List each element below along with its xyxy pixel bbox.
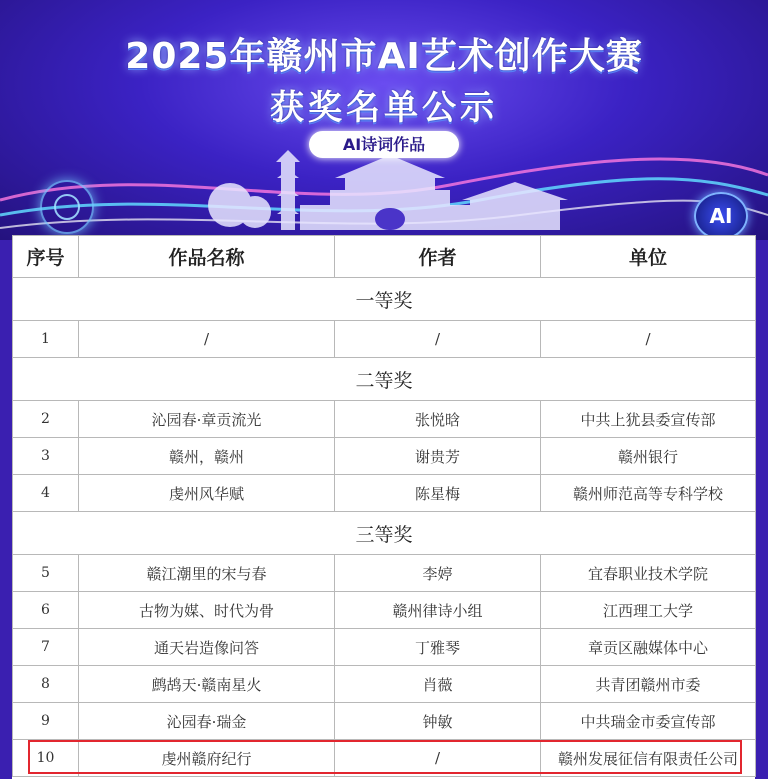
table-row bbox=[13, 401, 756, 438]
table-header-row bbox=[13, 236, 756, 278]
cell-no: 10 bbox=[13, 740, 79, 777]
cell-author: 李婷 bbox=[335, 555, 541, 592]
cell-author: 张悦晗 bbox=[335, 401, 541, 438]
cell-title: 鹧鸪天·赣南星火 bbox=[79, 666, 335, 703]
column-header-author: 作者 bbox=[335, 236, 541, 278]
award-table-container bbox=[12, 235, 755, 779]
circle-tech-icon bbox=[40, 180, 94, 234]
category-badge: AI诗词作品 bbox=[309, 131, 459, 158]
cell-title: 沁园春·瑞金 bbox=[79, 703, 335, 740]
table-row bbox=[13, 703, 756, 740]
table-row bbox=[13, 475, 756, 512]
cell-author: 陈星梅 bbox=[335, 475, 541, 512]
cell-title: / bbox=[79, 321, 335, 358]
cell-title: 古物为媒、时代为骨 bbox=[79, 592, 335, 629]
cell-author: 谢贵芳 bbox=[335, 438, 541, 475]
column-header-unit: 单位 bbox=[541, 236, 756, 278]
cell-unit: 中共瑞金市委宣传部 bbox=[541, 703, 756, 740]
ai-icon: AI bbox=[694, 192, 748, 240]
cell-author: 钟敏 bbox=[335, 703, 541, 740]
table-row bbox=[13, 592, 756, 629]
award-section-row bbox=[13, 512, 756, 555]
banner bbox=[0, 0, 768, 240]
table-row-highlighted bbox=[13, 740, 756, 777]
table-row bbox=[13, 666, 756, 703]
cell-unit: 中共上犹县委宣传部 bbox=[541, 401, 756, 438]
award-label-first: 一等奖 bbox=[13, 278, 756, 321]
cell-unit: 赣州发展征信有限责任公司 bbox=[541, 740, 756, 777]
cell-unit: 赣州银行 bbox=[541, 438, 756, 475]
column-header-no: 序号 bbox=[13, 236, 79, 278]
cell-title: 沁园春·章贡流光 bbox=[79, 401, 335, 438]
cell-author: / bbox=[335, 321, 541, 358]
cell-unit: 赣州师范高等专科学校 bbox=[541, 475, 756, 512]
cell-author: 肖薇 bbox=[335, 666, 541, 703]
cell-unit: 江西理工大学 bbox=[541, 592, 756, 629]
cell-author: 赣州律诗小组 bbox=[335, 592, 541, 629]
cell-title: 赣州，赣州 bbox=[79, 438, 335, 475]
cell-title: 通天岩造像问答 bbox=[79, 629, 335, 666]
cell-no: 4 bbox=[13, 475, 79, 512]
page-subtitle: 获奖名单公示 bbox=[270, 88, 498, 128]
cell-no: 7 bbox=[13, 629, 79, 666]
award-label-third: 三等奖 bbox=[13, 512, 756, 555]
column-header-title: 作品名称 bbox=[79, 236, 335, 278]
table-row bbox=[13, 438, 756, 475]
award-section-row bbox=[13, 358, 756, 401]
cell-unit: 章贡区融媒体中心 bbox=[541, 629, 756, 666]
cell-no: 6 bbox=[13, 592, 79, 629]
cell-author: / bbox=[335, 740, 541, 777]
cell-no: 3 bbox=[13, 438, 79, 475]
cell-unit: / bbox=[541, 321, 756, 358]
table-row bbox=[13, 629, 756, 666]
page-title: 2025年赣州市AI艺术创作大赛 bbox=[125, 36, 643, 77]
cell-no: 9 bbox=[13, 703, 79, 740]
cell-title: 虔州风华赋 bbox=[79, 475, 335, 512]
cell-title: 赣江潮里的宋与春 bbox=[79, 555, 335, 592]
award-section-row bbox=[13, 278, 756, 321]
award-label-second: 二等奖 bbox=[13, 358, 756, 401]
cell-unit: 宜春职业技术学院 bbox=[541, 555, 756, 592]
cell-no: 8 bbox=[13, 666, 79, 703]
cell-no: 1 bbox=[13, 321, 79, 358]
table-row bbox=[13, 321, 756, 358]
award-table bbox=[12, 235, 756, 777]
cell-title: 虔州赣府纪行 bbox=[79, 740, 335, 777]
table-row bbox=[13, 555, 756, 592]
cell-no: 2 bbox=[13, 401, 79, 438]
cell-author: 丁雅琴 bbox=[335, 629, 541, 666]
cell-unit: 共青团赣州市委 bbox=[541, 666, 756, 703]
cell-no: 5 bbox=[13, 555, 79, 592]
